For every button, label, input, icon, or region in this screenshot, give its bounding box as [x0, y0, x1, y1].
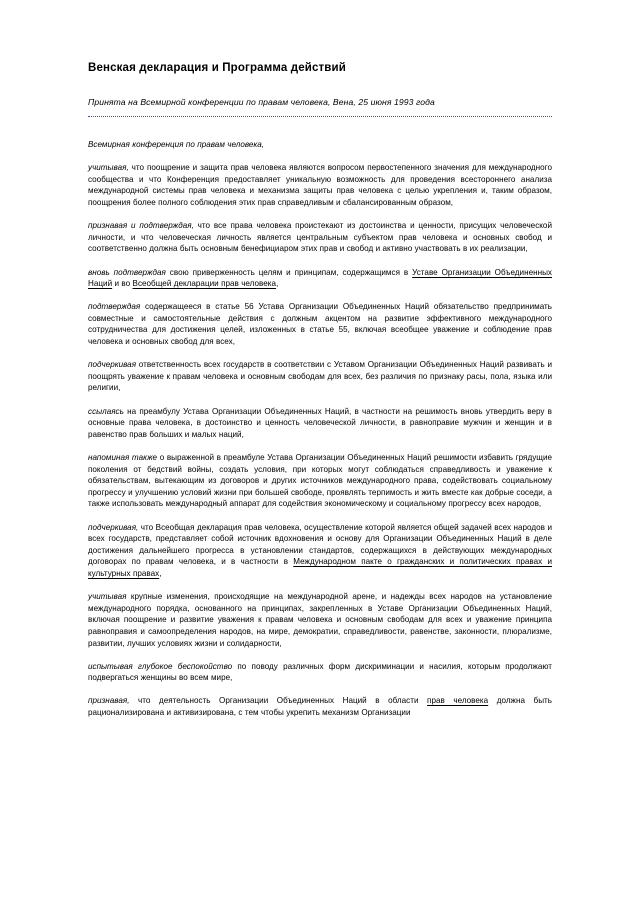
paragraph-mid: и во	[112, 279, 133, 289]
paragraph-text: что деятельность Организации Объединенных Наций в области	[129, 696, 428, 706]
paragraph-text: ответственность всех государств в соответствии с Уставом Организации Объединенных Наций развивать и поощрять уважение к правам человека и основным свободам для всех, без различия по признаку расы, пола, языка или религии,	[88, 360, 552, 393]
paragraph-text: что Всеобщая декларация прав человека, осуществление которой является общей задачей всех народов и всех государств, представляет собой источник вдохновения и основу для Организации Объединенных Наций в деле достижения дальнейшего прогресса в установлении стандартов, содержащихся в действующих международных договорах по правам человека, и в частности в	[88, 522, 552, 567]
paragraph-lead: напоминая также	[88, 453, 158, 462]
paragraph-lead: подтверждая	[88, 302, 141, 312]
paragraph-tail: ,	[159, 568, 162, 578]
paragraph-lead: ссылаясь	[88, 406, 124, 416]
page-title: Венская декларация и Программа действий	[88, 62, 346, 74]
paragraph-text: содержащееся в статье 56 Устава Организации Объединенных Наций обязательство предпринимать совместные и самостоятельные действия с должным акцентом на развитие эффективного международного сотрудничества для достижения целей, изложенных в статье 55, включая всеобщее уважение и соблюдение прав человека и основных свобод для всех,	[88, 302, 552, 347]
reference-link-udhr[interactable]: Всеобщей декларации прав человека	[132, 279, 277, 289]
paragraph-text: свою приверженность целям и принципам, содержащимся в	[165, 267, 413, 277]
paragraph-3	[88, 267, 552, 290]
paragraph-1	[88, 162, 552, 208]
paragraph-9	[88, 591, 552, 649]
paragraph-text: по поводу различных форм дискриминации и насилия, которым продолжают подвергаться женщины во всем мире,	[88, 661, 552, 683]
paragraph-lead: учитывая	[88, 592, 127, 602]
paragraph-7	[88, 452, 552, 510]
reference-link-iccpr[interactable]: Международном пакте о гражданских и политических правах и культурных правах	[88, 557, 553, 578]
document-body	[88, 139, 552, 719]
paragraph-lead: признавая и подтверждая,	[88, 221, 194, 231]
paragraph-5	[88, 359, 552, 394]
reference-link-human-rights[interactable]: прав человека	[427, 696, 489, 706]
paragraph-11	[88, 695, 552, 718]
intro-line: Всемирная конференция по правам человека,	[88, 139, 265, 149]
paragraph-text: крупные изменения, происходящие на международной арене, и надежды всех народов на установление международного порядка, основанного на принципах, закрепленных в Уставе Организации Объединенных Наций, включая поощрение и развитие уважения к правам человека и основным свободам для всех и уважение принципа равноправия и самоопределения народов, на мире, демократии, справедливости, равенстве, законности, плюрализме, развитии, лучших условиях жизни и солидарности,	[88, 592, 552, 648]
paragraph-4	[88, 301, 552, 347]
paragraph-6	[88, 406, 552, 441]
document-content	[88, 62, 552, 730]
paragraph-tail: должна быть рационализирована и активизирована, с тем чтобы укрепить механизм Организации	[88, 696, 552, 718]
document-subtitle: Принята на Всемирной конференции по правам человека, Вена, 25 июня 1993 года	[88, 96, 435, 107]
paragraph-lead: учитывая,	[88, 163, 129, 173]
paragraph-lead: подчеркивая,	[88, 522, 139, 532]
paragraph-text: что поощрение и защита прав человека являются вопросом первостепенного значения для международного сообщества и что Конференция предоставляет уникальную возможность для проведения всестороннего анализа международной системы прав человека и механизма защиты прав человека с целью укрепления и, таким образом, поощрения более полного соблюдения этих прав справедливым и сбалансированным образом,	[88, 163, 552, 207]
paragraph-tail: ,	[276, 279, 279, 289]
paragraph-text: что все права человека проистекают из достоинства и ценности, присущих человеческой личности, и что человеческая личность является центральным субъектом прав человека и основных свобод и соответственно должна быть основным бенефициаром этих прав и свобод и активно участвовать в их реализации,	[88, 221, 552, 254]
reference-link-un-charter[interactable]: Уставе Организации Объединенных Наций	[88, 267, 552, 289]
paragraph-text: на преамбулу Устава Организации Объединенных Наций, в частности на решимость вновь утвердить веру в основные права человека, в достоинство и ценность человеческой личности, в равноправие мужчин и женщин и в равенство прав больших и малых наций,	[88, 406, 552, 439]
paragraph-10	[88, 661, 552, 684]
paragraph-lead: признавая,	[88, 696, 130, 706]
paragraph-lead: вновь подтверждая	[88, 267, 166, 277]
paragraph-lead: подчеркивая	[88, 360, 137, 370]
header-divider	[88, 116, 552, 117]
paragraph-2	[88, 220, 552, 255]
paragraph-lead: испытывая глубокое беспокойство	[88, 661, 233, 671]
paragraph-8	[88, 522, 552, 580]
paragraph-text: о выраженной в преамбуле Устава Организации Объединенных Наций решимости избавить грядущие поколения от бедствий войны, создать условия, при которых могут соблюдаться справедливость и уважение к обязательствам, вытекающим из договоров и других источников международного права, содействовать социальному прогрессу и улучшению условий жизни при большей свободе, проявлять терпимость и жить вместе как добрые соседи, а также использовать международный аппарат для содействия экономическому и социальному прогрессу всех народов,	[88, 453, 552, 509]
